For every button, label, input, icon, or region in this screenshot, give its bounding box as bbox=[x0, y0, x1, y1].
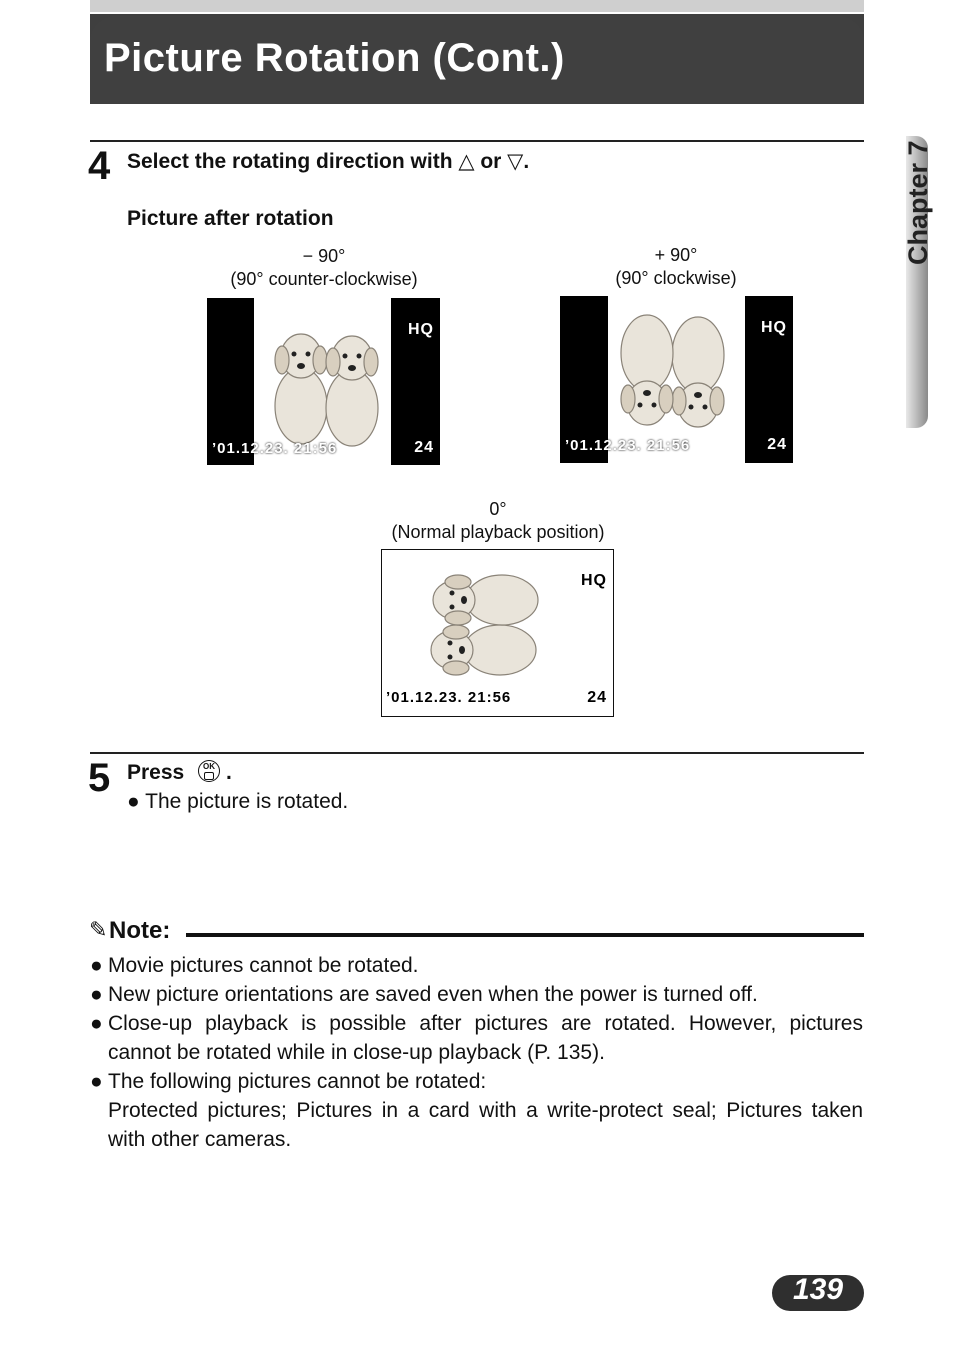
bullet-dot: ● bbox=[90, 954, 103, 977]
step5-bullet-text: The picture is rotated. bbox=[145, 790, 349, 813]
note-item bbox=[90, 1009, 863, 1067]
note-item-text: Movie pictures cannot be rotated. bbox=[108, 954, 419, 977]
note-rule bbox=[186, 933, 864, 937]
frame-number-zero: 24 bbox=[587, 689, 607, 706]
note-continuation-text: Protected pictures; Pictures in a card with a write-protect seal; Pictures taken with other cameras. bbox=[108, 1099, 863, 1151]
step4-rule bbox=[90, 140, 864, 142]
ok-button-icon bbox=[198, 760, 220, 782]
page-title: Picture Rotation (Cont.) bbox=[104, 36, 565, 80]
page-number: 139 bbox=[792, 1273, 844, 1306]
timestamp-zero: ’01.12.23. 21:56 bbox=[386, 689, 512, 706]
frame-number-plus90: 24 bbox=[767, 436, 787, 453]
screen-minus90 bbox=[207, 298, 440, 465]
step5-instruction-suffix: . bbox=[226, 761, 232, 784]
note-item bbox=[90, 951, 863, 980]
caption-minus90 bbox=[204, 245, 444, 291]
screen-plus90 bbox=[560, 296, 793, 463]
quality-badge-minus90: HQ bbox=[408, 321, 434, 338]
bullet-dot: ● bbox=[90, 1070, 103, 1093]
caption-zero bbox=[378, 498, 618, 544]
caption-plus90-desc: (90° clockwise) bbox=[615, 268, 737, 288]
quality-badge-zero: HQ bbox=[581, 572, 607, 589]
caption-zero-angle: 0° bbox=[489, 499, 507, 519]
bullet-dot: ● bbox=[90, 1012, 103, 1035]
caption-plus90 bbox=[556, 244, 796, 290]
screen-zero bbox=[381, 549, 614, 717]
timestamp-minus90: ’01.12.23. 21:56 bbox=[212, 440, 338, 457]
caption-minus90-angle: − 90° bbox=[302, 246, 346, 266]
note-item-text: Close-up playback is possible after pictures are rotated. However, pictures cannot be rotated while in close-up playback (P. 135). bbox=[108, 1012, 863, 1064]
step5-instruction-prefix: Press bbox=[127, 761, 185, 784]
puppies-sideways-image bbox=[422, 560, 552, 690]
ok-icon-label: OK bbox=[203, 762, 215, 771]
step4-number: 4 bbox=[88, 144, 111, 188]
subheading-after-rotation: Picture after rotation bbox=[127, 207, 334, 230]
note-item bbox=[90, 1067, 863, 1096]
quality-badge-plus90: HQ bbox=[761, 319, 787, 336]
caption-plus90-angle: + 90° bbox=[654, 245, 698, 265]
step5-number: 5 bbox=[88, 756, 111, 800]
bullet-dot: ● bbox=[127, 790, 140, 813]
pencil-icon: ✎ bbox=[89, 917, 108, 942]
note-item bbox=[90, 980, 863, 1009]
caption-zero-desc: (Normal playback position) bbox=[391, 522, 605, 542]
step4-instruction: Select the rotating direction with △ or ▽. bbox=[127, 150, 530, 173]
step5-rule bbox=[90, 752, 864, 754]
note-continuation bbox=[90, 1096, 863, 1154]
note-title: Note: bbox=[109, 917, 171, 944]
note-item-text: New picture orientations are saved even when the power is turned off. bbox=[108, 983, 758, 1006]
chapter-label: Chapter 7 bbox=[903, 140, 933, 265]
timestamp-plus90: ’01.12.23. 21:56 bbox=[565, 437, 691, 454]
frame-number-minus90: 24 bbox=[414, 439, 434, 456]
bullet-dot: ● bbox=[90, 983, 103, 1006]
caption-minus90-desc: (90° counter-clockwise) bbox=[230, 269, 418, 289]
step5-bullet bbox=[127, 787, 348, 816]
ok-icon-square bbox=[204, 772, 214, 780]
note-item-text: The following pictures cannot be rotated: bbox=[108, 1070, 487, 1093]
